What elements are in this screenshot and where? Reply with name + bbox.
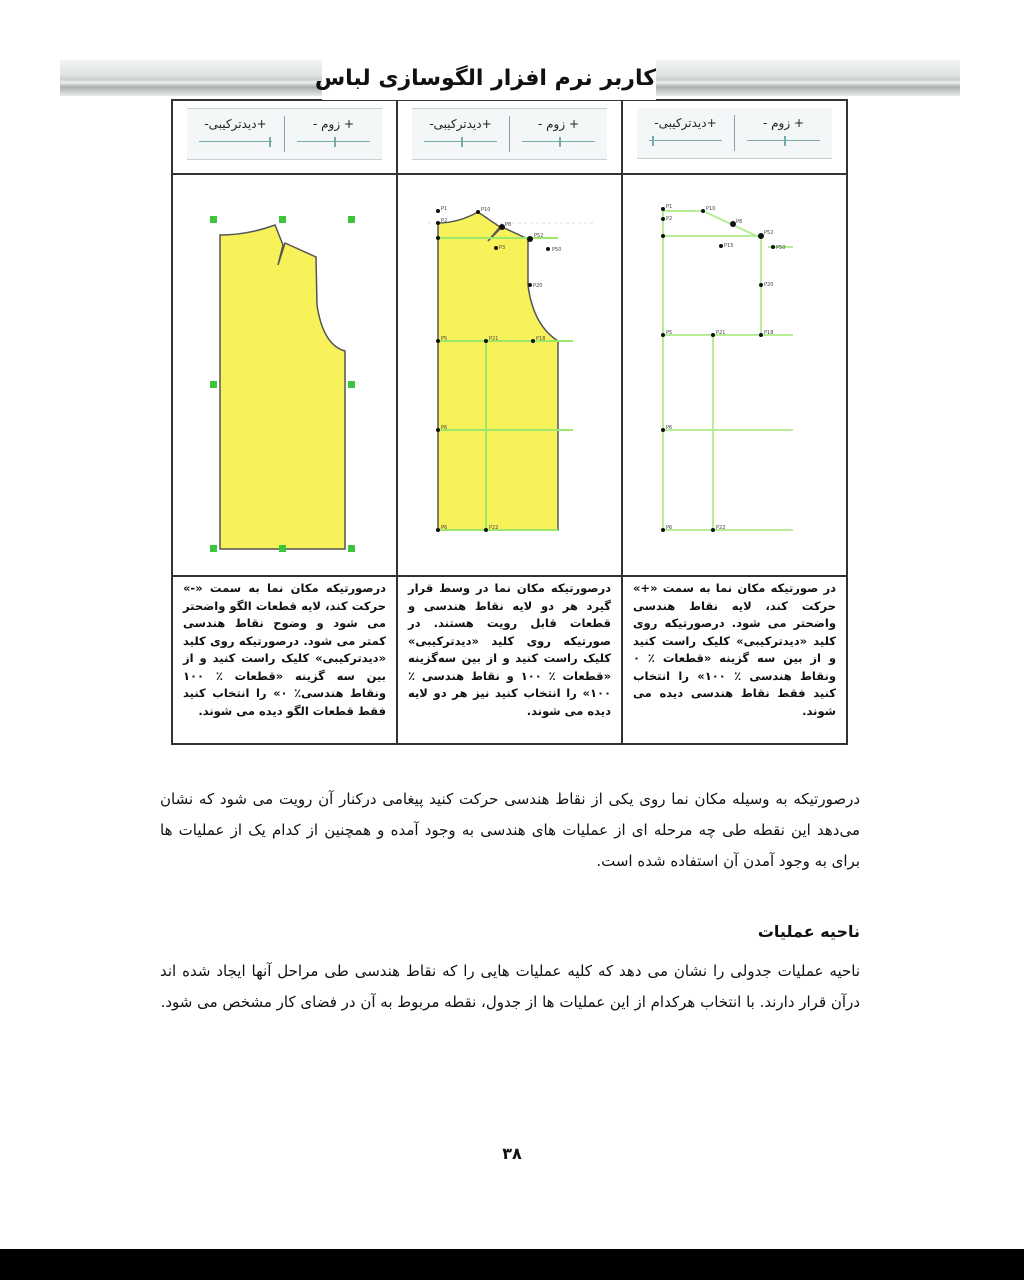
points-view (623, 175, 846, 575)
point[interactable] (494, 246, 498, 250)
point[interactable] (661, 428, 665, 432)
combined-view-label: +دیدترکیبی- (204, 117, 267, 131)
zoom-control[interactable] (510, 109, 607, 159)
points-drawing (623, 175, 846, 575)
combined-view (398, 175, 621, 575)
combined-view-slider-handle[interactable] (652, 136, 654, 146)
point-label: P3 (499, 245, 506, 251)
point[interactable] (661, 207, 665, 211)
point-label: P21 (716, 330, 726, 336)
handle[interactable] (279, 545, 286, 552)
bodice-pattern-piece[interactable] (220, 225, 345, 549)
handle[interactable] (348, 381, 355, 388)
zoom-label: + زوم - (312, 117, 355, 131)
point[interactable] (661, 528, 665, 532)
zoom-slider-handle[interactable] (784, 136, 786, 146)
point[interactable] (546, 247, 550, 251)
combined-view-slider-handle[interactable] (269, 137, 271, 147)
point[interactable] (436, 528, 440, 532)
zoom-slider-handle[interactable] (334, 137, 336, 147)
handle[interactable] (210, 381, 217, 388)
body-paragraph: ناحیه عملیات جدولی را نشان می دهد که کلیه عملیات هایی را که نقاط هندسی طی مراحل آنها ایجاد شده اند درآن قرار دارند. با انتخاب هرکدام از این عملیات ها از جدول، نقطه مربوط به آن در فضای کار مشخص می شود. (160, 962, 860, 1011)
point-label: P6 (666, 425, 673, 431)
handle[interactable] (210, 216, 217, 223)
comparison-table (171, 99, 848, 745)
zoom-control[interactable] (285, 109, 382, 159)
point[interactable] (661, 333, 665, 337)
zoom-control[interactable] (735, 108, 832, 158)
point-label: P18 (536, 336, 546, 342)
combined-view-label: +دیدترکیبی- (654, 116, 717, 130)
point[interactable] (771, 245, 775, 249)
point[interactable] (436, 236, 440, 240)
section-heading: ناحیه عملیات (757, 922, 860, 941)
handle[interactable] (279, 216, 286, 223)
point-label: P5 (666, 330, 673, 336)
point-labels (666, 204, 785, 531)
header-decor-right (656, 60, 960, 96)
point-label: P50 (776, 245, 786, 251)
combined-view-control[interactable] (187, 109, 284, 159)
point[interactable] (484, 339, 488, 343)
point[interactable] (436, 221, 440, 225)
point[interactable] (527, 236, 533, 242)
description-combined: درصورتیکه مکان نما در وسط قرار گیرد هر دو لایه نقاط هندسی و قطعات قابل رویت هستند. در صورتیکه روی کلید «دیدترکیبی» کلیک راست کنید و از بین سه‌گزینه «قطعات ٪ ۱۰۰ و نقاط هندسی ٪ ۱۰۰» را انتخاب کنید نیز هر دو لایه دیده می شوند. (398, 575, 621, 743)
point-label: P8 (736, 219, 743, 225)
point-label: P22 (489, 525, 499, 531)
combined-view-label: +دیدترکیبی- (429, 117, 492, 131)
toolbar (187, 108, 382, 160)
point-label: P5 (441, 336, 448, 342)
pattern-drawing (173, 175, 398, 575)
handle[interactable] (348, 545, 355, 552)
handle[interactable] (348, 216, 355, 223)
guide-lines (663, 211, 793, 530)
combined-drawing (398, 175, 623, 575)
zoom-label: + زوم - (537, 117, 580, 131)
geometry-points (661, 207, 775, 532)
toolbar-cell (398, 101, 621, 175)
toolbar (412, 108, 607, 160)
point-label: P15 (724, 243, 734, 249)
point-label: P10 (706, 206, 716, 212)
screen-bottom-bar (0, 1249, 1024, 1280)
point[interactable] (759, 333, 763, 337)
header-decor-left (60, 60, 322, 96)
toolbar-cell (173, 101, 396, 175)
bodice-pattern-piece[interactable] (438, 212, 558, 530)
point-label: P6 (441, 425, 448, 431)
page-number: ۳۸ (502, 1144, 522, 1163)
point[interactable] (711, 528, 715, 532)
point[interactable] (661, 217, 665, 221)
point-label: P20 (764, 282, 774, 288)
point-label: P1 (666, 204, 673, 210)
point-label: P2 (666, 216, 673, 222)
zoom-slider-handle[interactable] (559, 137, 561, 147)
point-label: P52 (534, 233, 544, 239)
point-label: P6 (666, 525, 673, 531)
description-pattern-only: درصورتیکه مکان نما به سمت «-» حرکت کند، لایه قطعات الگو واضحتر می شود و وضوح نقاط هندسی کمتر می شود. درصورتیکه روی کلید «دیدترکیبی» کلیک راست کنید و از بین سه گزینه «قطعات ٪ ۱۰۰ ونقاط هندسی٪ ۰» را انتخاب کنید فقط قطعات الگو دیده می شوند. (173, 575, 396, 743)
point[interactable] (719, 244, 723, 248)
point[interactable] (531, 339, 535, 343)
point-label: P52 (764, 230, 774, 236)
combined-view-control[interactable] (412, 109, 509, 159)
point[interactable] (484, 528, 488, 532)
point-label: P21 (489, 336, 499, 342)
column-pattern-only (173, 101, 398, 743)
point[interactable] (701, 209, 705, 213)
point-label: P20 (533, 283, 543, 289)
point[interactable] (528, 283, 532, 287)
zoom-label: + زوم - (762, 116, 805, 130)
column-combined (398, 101, 623, 743)
point-label: P18 (764, 330, 774, 336)
combined-view-slider-track[interactable] (649, 140, 723, 141)
handle[interactable] (210, 545, 217, 552)
point-label: P50 (552, 247, 562, 253)
point-label: P8 (505, 222, 512, 228)
point[interactable] (711, 333, 715, 337)
point[interactable] (436, 339, 440, 343)
page-header-title: کاربر نرم افزار الگوسازی لباس (322, 58, 656, 100)
toolbar (637, 108, 832, 159)
point[interactable] (436, 428, 440, 432)
point-label: P2 (441, 218, 448, 224)
point[interactable] (759, 283, 763, 287)
toolbar-cell (623, 101, 846, 175)
point-label: P10 (481, 207, 491, 213)
point-label: P22 (716, 525, 726, 531)
point[interactable] (476, 210, 480, 214)
point-label: P6 (441, 525, 448, 531)
body-paragraph: درصورتیکه به وسیله مکان نما روی یکی از نقاط هندسی حرکت کنید پیغامی درکنار آن رویت می شود که نشان می‌دهد این نقطه طی چه مرحله ای از عملیات های هندسی به وجود آمده و همچنین از کدام یک از عملیات ها برای به وجود آمدن آن استفاده شده است. (160, 790, 860, 870)
pattern-view (173, 175, 396, 575)
combined-view-slider-track[interactable] (199, 141, 273, 142)
description-points-only: در صورتیکه مکان نما به سمت «+» حرکت کند، لایه نقاط هندسی واضحتر می شود. درصورتیکه روی کلید «دیدترکیبی» کلیک راست کنید و از بین سه گزینه «قطعات ٪ ۰ ونقاط هندسی ٪ ۱۰۰» را انتخاب کنید فقط نقاط هندسی دیده می شوند. (623, 575, 846, 743)
point[interactable] (661, 234, 665, 238)
column-points-only (623, 101, 846, 743)
combined-view-slider-handle[interactable] (461, 137, 463, 147)
point-label: P1 (441, 206, 448, 212)
combined-view-control[interactable] (637, 108, 734, 158)
point[interactable] (436, 209, 440, 213)
